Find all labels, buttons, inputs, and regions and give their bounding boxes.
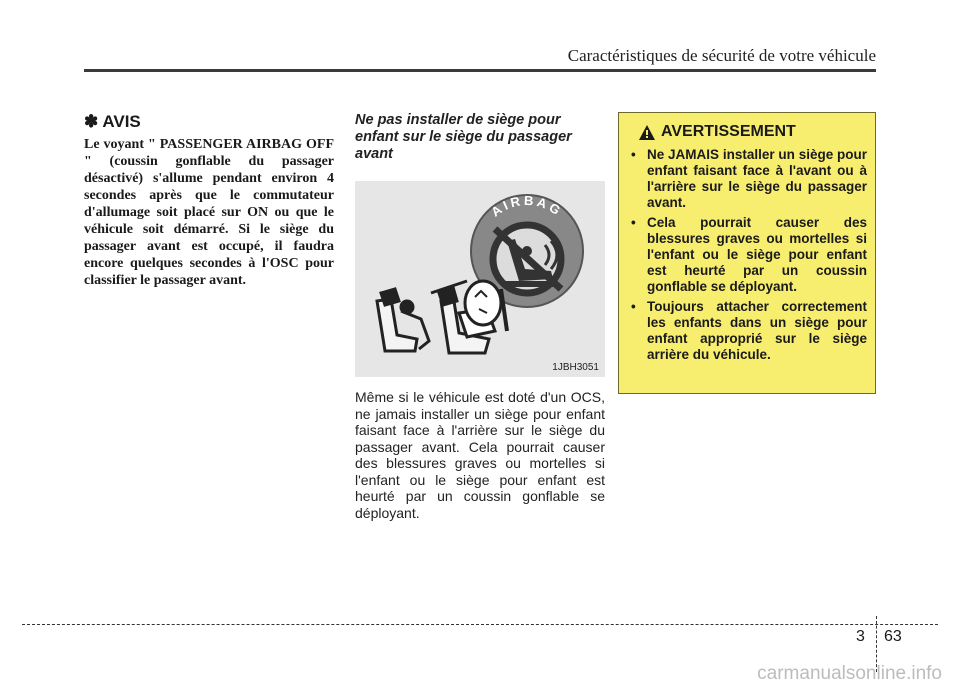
warning-title-row [639, 123, 867, 141]
warning-list [631, 147, 867, 363]
page-header-title: Caractéristiques de sécurité de votre véhicule [567, 46, 876, 65]
footer-rule [22, 624, 938, 625]
watermark: carmanualsonline.info [757, 663, 942, 684]
warning-title: AVERTISSEMENT [661, 123, 796, 140]
warning-item [631, 299, 867, 363]
section-body: Même si le véhicule est doté d'un OCS, ne jamais installer un siège pour enfant faisant face à l'arrière sur le siège du passager avant. Cela pourrait causer des blessures graves ou mortelles si l'enfant ou le siège pour enfant est heurté par un coussin gonflable se déployant. [355, 389, 605, 521]
warning-item [631, 147, 867, 211]
warning-box [618, 112, 876, 394]
airbag-figure [355, 181, 605, 377]
notice-column [84, 112, 334, 289]
section-heading: Ne pas installer de siège pour enfant sur le siège du passager avant [355, 112, 572, 162]
svg-text:AIRBAG: AIRBAG [488, 192, 566, 220]
bullet-icon: • [631, 215, 636, 230]
front-seat-icon [431, 281, 507, 353]
page-number: 63 [884, 628, 902, 645]
bullet-icon: • [631, 147, 636, 162]
rear-seat-icon [377, 289, 429, 351]
warning-item-text: Toujours attacher correctement les enfants dans un siège pour enfant approprié sur le siège arrière du véhicule. [647, 299, 867, 362]
warning-item [631, 215, 867, 295]
notice-body: Le voyant " PASSENGER AIRBAG OFF " (coussin gonflable du passager désactivé) s'allume pendant environ 4 secondes après que le commutateur d'allumage soit placé sur ON ou que le véhicule soit démarré. Si le siège du passager avant est occupé, il faudra encore quelques secondes à l'OSC pour classifier le passager avant. [84, 137, 334, 288]
warning-item-text: Ne JAMAIS installer un siège pour enfant faisant face à l'avant ou à l'arrière sur le siège du passager avant. [647, 147, 867, 210]
figure-code: 1JBH3051 [552, 362, 599, 373]
bullet-icon: • [631, 299, 636, 314]
warning-item-text: Cela pourrait causer des blessures graves ou mortelles si l'enfant ou le siège pour enfant est heurté par un coussin gonflable se déployant. [647, 215, 867, 294]
notice-heading: ✽ AVIS [84, 112, 141, 131]
warning-triangle-icon [639, 125, 655, 140]
header-rule [84, 69, 876, 72]
airbag-illustration [355, 181, 605, 377]
section-column [355, 112, 605, 521]
chapter-number: 3 [856, 628, 865, 645]
